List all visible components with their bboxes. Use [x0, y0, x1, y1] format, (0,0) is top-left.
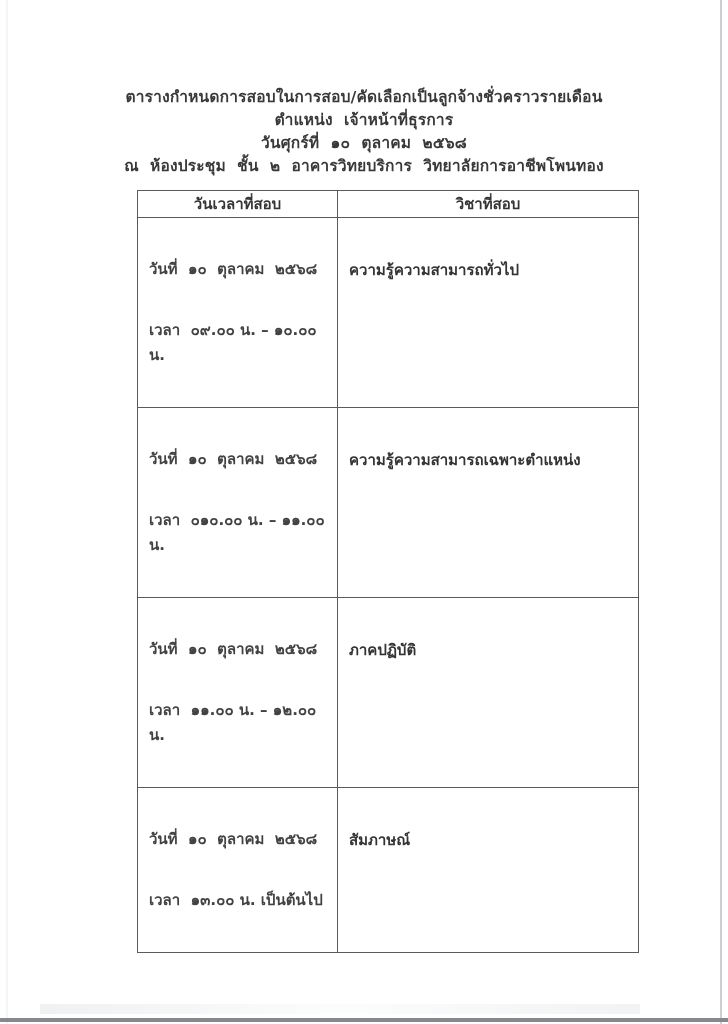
- exam-date: วันที่ ๑๐ ตุลาคม ๒๕๖๘: [149, 830, 318, 848]
- exam-subject: ความรู้ความสามารถเฉพาะตำแหน่ง: [349, 451, 581, 469]
- exam-date: วันที่ ๑๐ ตุลาคม ๒๕๖๘: [149, 260, 318, 278]
- exam-date: วันที่ ๑๐ ตุลาคม ๒๕๖๘: [149, 640, 318, 658]
- exam-subject: สัมภาษณ์: [349, 831, 411, 849]
- exam-time: เวลา ๑๑.๐๐ น. – ๑๒.๐๐ น.: [149, 701, 322, 744]
- subject-cell: [338, 788, 639, 953]
- table-row: [138, 598, 639, 788]
- document-title-block: [0, 86, 728, 178]
- exam-subject: ภาคปฏิบัติ: [349, 641, 417, 659]
- document-title-line-1: ตารางกำหนดการสอบในการสอบ/คัดเลือกเป็นลูกจ้างชั่วคราวรายเดือน: [125, 88, 603, 106]
- scan-smudge-bottom: [40, 1004, 640, 1014]
- subject-cell: [338, 408, 639, 598]
- table-row: [138, 218, 639, 408]
- table-row: [138, 408, 639, 598]
- exam-time: เวลา ๐๙.๐๐ น. – ๑๐.๐๐ น.: [149, 321, 322, 364]
- column-header-subject: วิชาที่สอบ: [338, 191, 639, 218]
- document-title-line-2: ตำแหน่ง เจ้าหน้าที่ธุรการ: [274, 111, 454, 129]
- document-title-line-3: วันศุกร์ที่ ๑๐ ตุลาคม ๒๕๖๘: [261, 134, 467, 152]
- subject-cell: [338, 598, 639, 788]
- datetime-cell: [138, 598, 338, 788]
- exam-date: วันที่ ๑๐ ตุลาคม ๒๕๖๘: [149, 450, 318, 468]
- column-header-datetime: วันเวลาที่สอบ: [138, 191, 338, 218]
- exam-schedule-table: [137, 190, 639, 953]
- datetime-cell: [138, 218, 338, 408]
- datetime-cell: [138, 408, 338, 598]
- exam-subject: ความรู้ความสามารถทั่วไป: [349, 261, 519, 279]
- datetime-cell: [138, 788, 338, 953]
- exam-time: เวลา ๑๓.๐๐ น. เป็นต้นไป: [149, 891, 323, 909]
- scan-edge-bottom: [0, 1018, 728, 1022]
- table-header-row: [138, 191, 639, 218]
- subject-cell: [338, 218, 639, 408]
- exam-time: เวลา ๐๑๐.๐๐ น. – ๑๑.๐๐ น.: [149, 511, 330, 554]
- document-title-line-4: ณ ห้องประชุม ชั้น ๒ อาคารวิทยบริการ วิทยาลัยการอาชีพโพนทอง: [124, 157, 604, 175]
- table-row: [138, 788, 639, 953]
